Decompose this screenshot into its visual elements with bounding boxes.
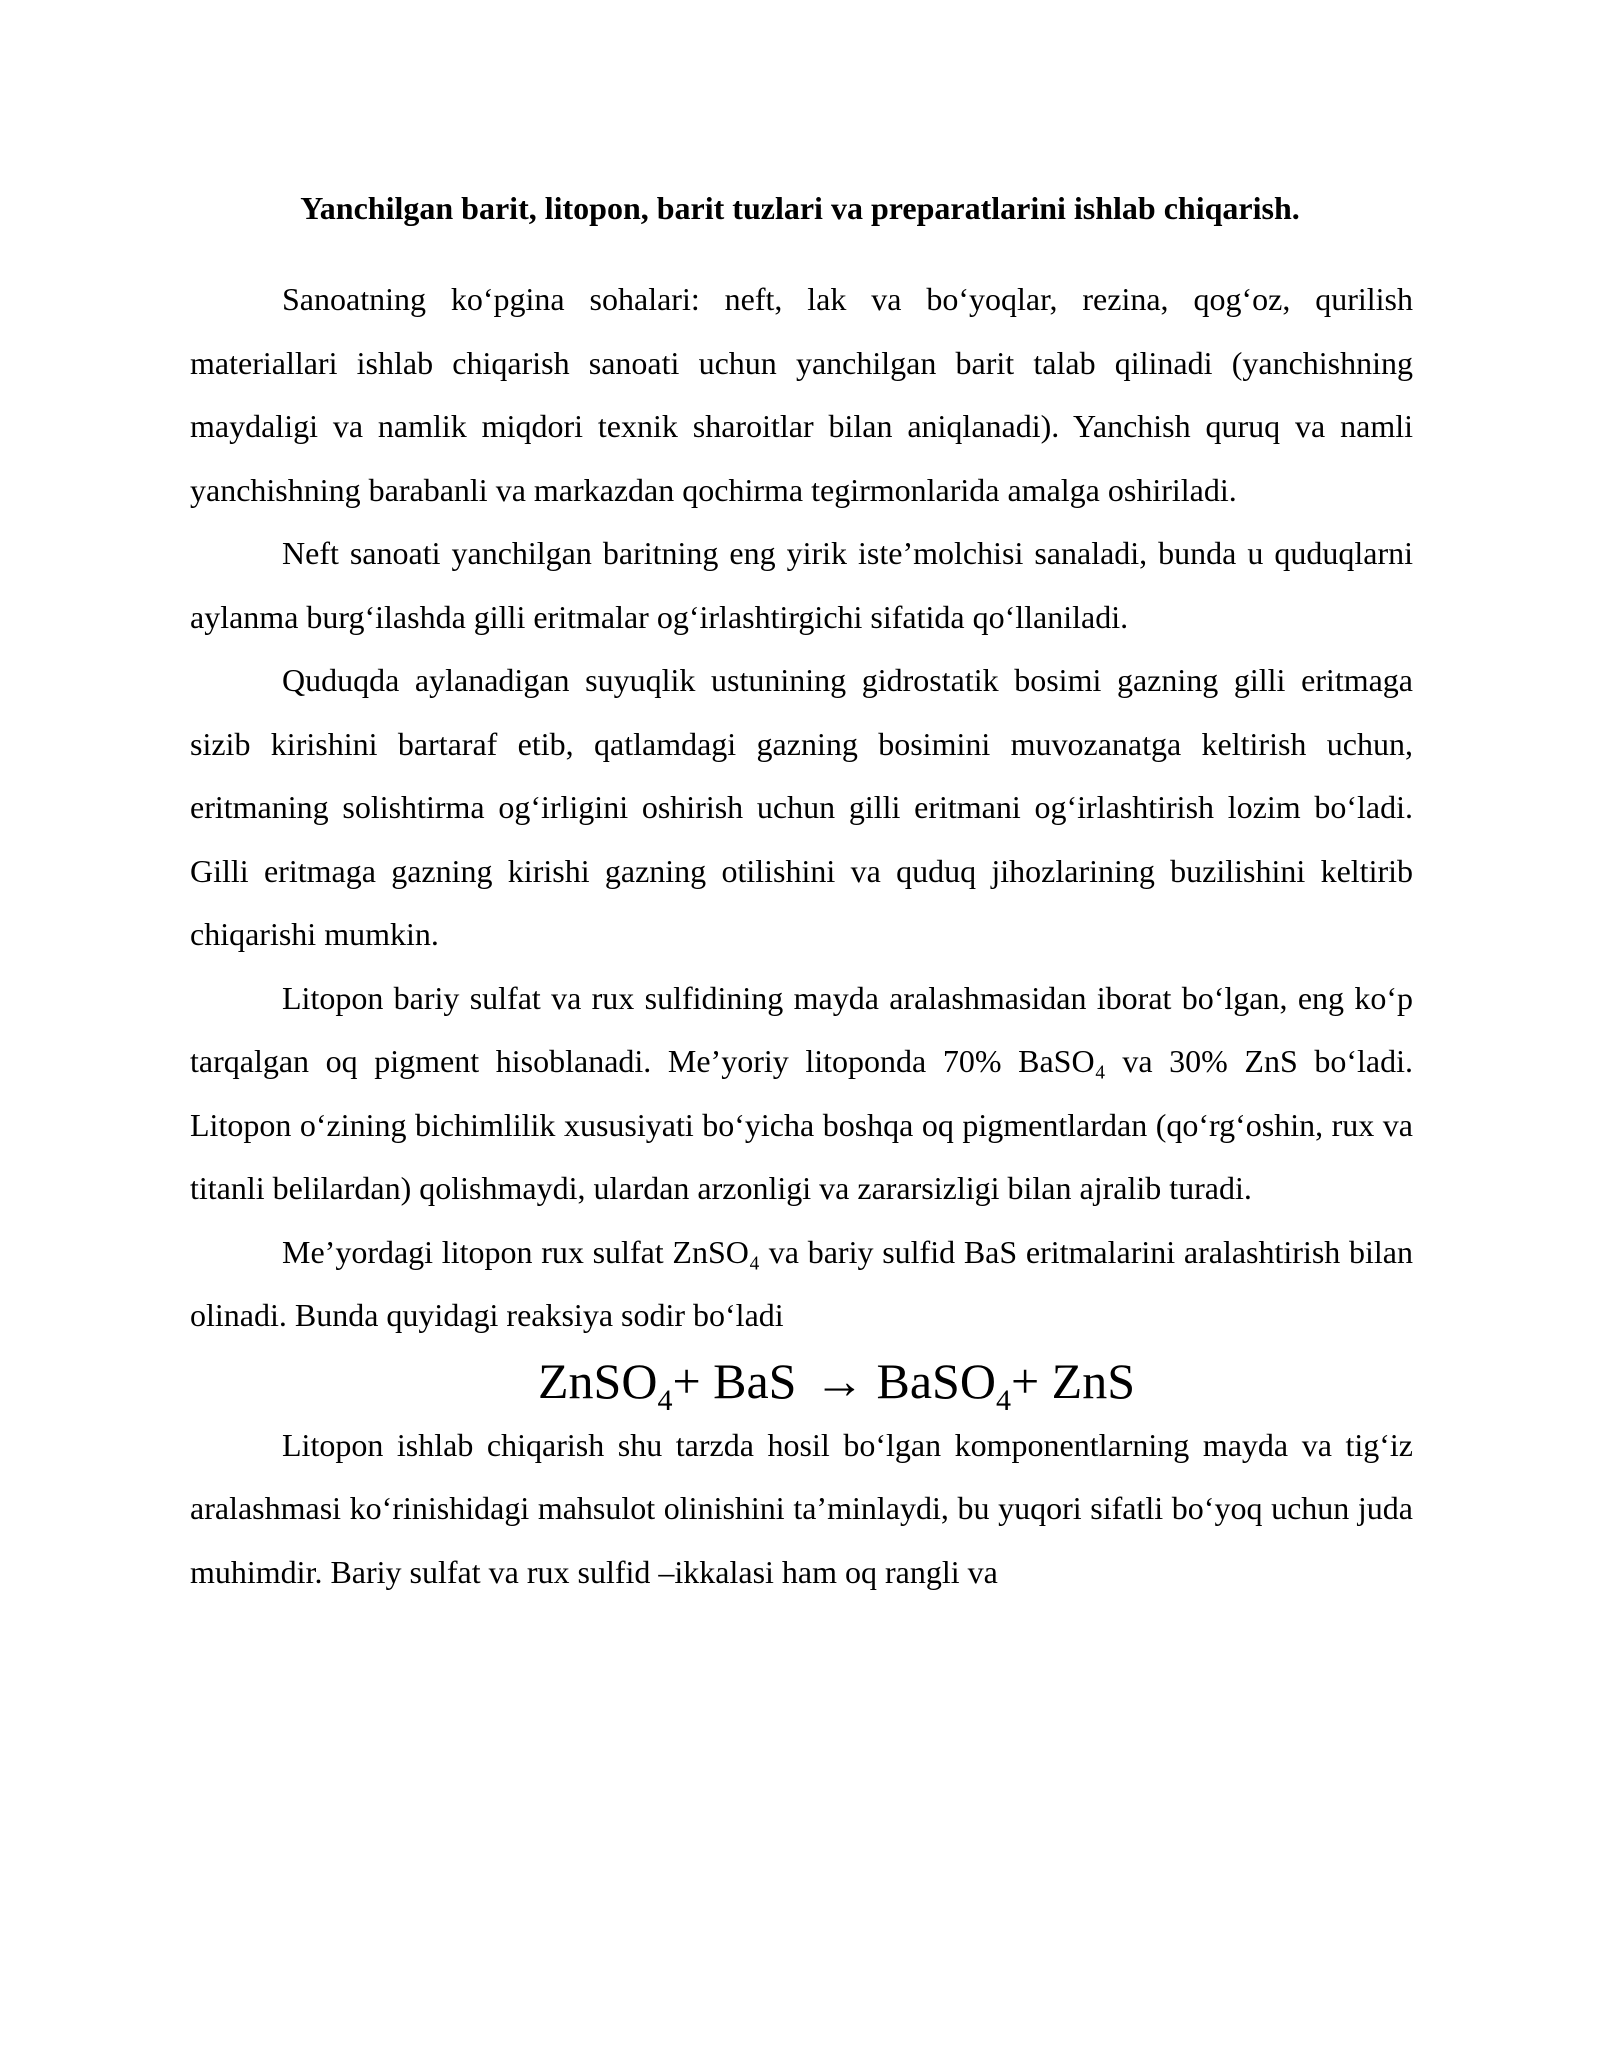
reactant-znso4-subscript: 4 [657, 1383, 673, 1417]
paragraph-production-result: Litopon ishlab chiqarish shu tarzda hosil bo‘lgan komponentlarning mayda va tig‘iz aralashmasi ko‘rinishidagi mahsulot olinishini ta’minlaydi, bu yuqori sifatli bo‘yoq uchun juda muhimdir. Bariy sulfat va rux sulfid –ikkalasi ham oq rangli va [190, 1426, 1413, 1590]
reaction-equation [190, 1348, 1413, 1417]
reactant-znso4: ZnSO [537, 1352, 658, 1409]
document-body [190, 268, 1413, 1604]
reactant-bas: + BaS [672, 1352, 797, 1409]
document-title: Yanchilgan barit, litopon, barit tuzlari va preparatlarini ishlab chiqarish. [300, 190, 1300, 226]
paragraph-lithopone: Litopon bariy sulfat va rux sulfidining mayda aralashmasidan iborat bo‘lgan, eng ko‘p tarqalgan oq pigment hisoblanadi. Me’yoriy litoponda 70% BaSO₄ va 30% ZnS bo‘ladi. Litopon o‘zining bichimlilik xususiyati bo‘yicha boshqa oq pigmentlardan (qo‘rg‘oshin, rux va titanli belilardan) qolishmaydi, ulardan arzonligi va zararsizligi bilan ajralib turadi. [190, 979, 1413, 1206]
paragraph-oil-industry: Neft sanoati yanchilgan baritning eng yirik iste’molchisi sanaladi, bunda u quduqlarni aylanma burg‘ilashda gilli eritmalar og‘irlashtirgichi sifatida qo‘llaniladi. [190, 535, 1413, 635]
product-baso4: BaSO [876, 1352, 996, 1409]
product-baso4-subscript: 4 [995, 1383, 1011, 1417]
reaction-arrow-icon: → [814, 1352, 865, 1409]
product-zns: + ZnS [1010, 1352, 1136, 1409]
paragraph-lithopone-production: Me’yordagi litopon rux sulfat ZnSO₄ va bariy sulfid BaS eritmalarini aralashtirish bilan olinadi. Bunda quyidagi reaksiya sodir bo‘ladi [190, 1233, 1413, 1333]
paragraph-grinding: Sanoatning ko‘pgina sohalari: neft, lak va bo‘yoqlar, rezina, qog‘oz, qurilish materiallari ishlab chiqarish sanoati uchun yanchilgan barit talab qilinadi (yanchishning maydaligi va namlik miqdori texnik sharoitlar bilan aniqlanadi). Yanchish quruq va namli yanchishning barabanli va markazdan qochirma tegirmonlarida amalga oshiriladi. [190, 281, 1413, 508]
paragraph-well-pressure: Quduqda aylanadigan suyuqlik ustunining gidrostatik bosimi gazning gilli eritmaga sizib kirishini bartaraf etib, qatlamdagi gazning bosimini muvozanatga keltirish uchun, eritmaning solishtirma og‘irligini oshirish uchun gilli eritmani og‘irlashtirish lozim bo‘ladi. Gilli eritmaga gazning kirishi gazning otilishini va quduq jihozlarining buzilishini keltirib chiqarishi mumkin. [190, 662, 1413, 952]
